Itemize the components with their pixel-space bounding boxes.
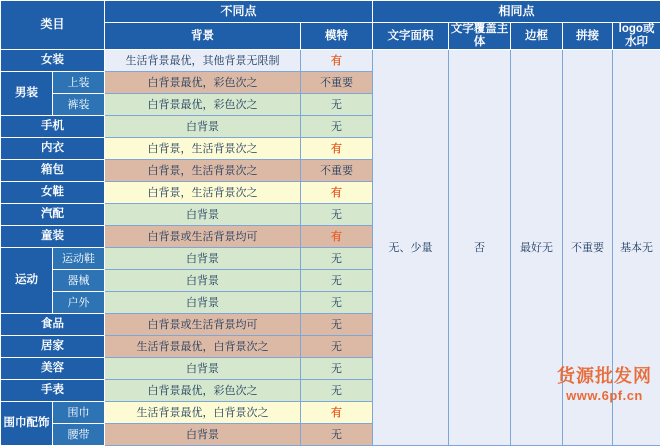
row-subcategory: 上装 <box>53 72 105 94</box>
header-col-background: 背景 <box>105 23 301 50</box>
cell-background: 生活背景最优，白背景次之 <box>105 402 301 424</box>
cell-background: 白背景，生活背景次之 <box>105 138 301 160</box>
cell-model: 有 <box>301 50 373 72</box>
row-category: 男装 <box>1 72 53 116</box>
cell-background: 白背景 <box>105 424 301 446</box>
cell-model: 有 <box>301 226 373 248</box>
cell-background: 生活背景最优，其他背景无限制 <box>105 50 301 72</box>
cell-background: 生活背景最优，白背景次之 <box>105 336 301 358</box>
cell-background: 白背景最优，彩色次之 <box>105 94 301 116</box>
cell-background: 白背景或生活背景均可 <box>105 314 301 336</box>
cell-model: 无 <box>301 248 373 270</box>
cell-model: 无 <box>301 270 373 292</box>
cell-background: 白背景 <box>105 204 301 226</box>
cell-model: 有 <box>301 402 373 424</box>
row-subcategory: 腰带 <box>53 424 105 446</box>
cell-model: 无 <box>301 424 373 446</box>
cell-splice: 不重要 <box>563 50 613 446</box>
row-subcategory: 运动鞋 <box>53 248 105 270</box>
cell-text-cover: 否 <box>449 50 511 446</box>
row-subcategory: 围巾 <box>53 402 105 424</box>
cell-background: 白背景或生活背景均可 <box>105 226 301 248</box>
table-row <box>1 50 660 72</box>
header-group-diff: 不同点 <box>105 1 373 23</box>
header-category: 类目 <box>1 1 105 50</box>
row-subcategory: 户外 <box>53 292 105 314</box>
header-col-border: 边框 <box>511 23 563 50</box>
watermark-line1: 货源批发网 <box>557 362 652 388</box>
cell-background: 白背景 <box>105 292 301 314</box>
row-category: 运动 <box>1 248 53 314</box>
cell-background: 白背景 <box>105 358 301 380</box>
cell-model: 无 <box>301 380 373 402</box>
row-category: 手机 <box>1 116 105 138</box>
row-category: 围巾配饰 <box>1 402 53 446</box>
header-col-text-area: 文字面积 <box>373 23 449 50</box>
cell-background: 白背景最优，彩色次之 <box>105 380 301 402</box>
row-category: 食品 <box>1 314 105 336</box>
cell-background: 白背景 <box>105 116 301 138</box>
row-category: 女鞋 <box>1 182 105 204</box>
header-col-splice: 拼接 <box>563 23 613 50</box>
cell-model: 无 <box>301 314 373 336</box>
row-category: 箱包 <box>1 160 105 182</box>
cell-model: 无 <box>301 292 373 314</box>
table-body <box>1 50 660 446</box>
row-category: 汽配 <box>1 204 105 226</box>
row-category: 美容 <box>1 358 105 380</box>
cell-model: 无 <box>301 358 373 380</box>
row-category: 女装 <box>1 50 105 72</box>
header-row-1 <box>1 1 660 23</box>
cell-background: 白背景，生活背景次之 <box>105 182 301 204</box>
header-group-same: 相同点 <box>373 1 660 23</box>
cell-model: 有 <box>301 182 373 204</box>
row-category: 童装 <box>1 226 105 248</box>
cell-model: 无 <box>301 204 373 226</box>
cell-text-area: 无、少量 <box>373 50 449 446</box>
cell-border: 最好无 <box>511 50 563 446</box>
cell-model: 无 <box>301 336 373 358</box>
cell-background: 白背景最优，彩色次之 <box>105 72 301 94</box>
header-col-text-cover: 文字覆盖主体 <box>449 23 511 50</box>
row-subcategory: 器械 <box>53 270 105 292</box>
header-col-model: 模特 <box>301 23 373 50</box>
cell-model: 有 <box>301 138 373 160</box>
cell-background: 白背景 <box>105 248 301 270</box>
cell-model: 不重要 <box>301 72 373 94</box>
cell-model: 不重要 <box>301 160 373 182</box>
row-category: 内衣 <box>1 138 105 160</box>
cell-model: 无 <box>301 94 373 116</box>
cell-background: 白背景，生活背景次之 <box>105 160 301 182</box>
row-category: 居家 <box>1 336 105 358</box>
row-subcategory: 裤装 <box>53 94 105 116</box>
row-category: 手表 <box>1 380 105 402</box>
header-col-logo: logo或水印 <box>613 23 660 50</box>
cell-model: 无 <box>301 116 373 138</box>
cell-logo: 基本无 <box>613 50 660 446</box>
watermark-line2: www.6pf.cn <box>557 388 652 403</box>
cell-background: 白背景 <box>105 270 301 292</box>
